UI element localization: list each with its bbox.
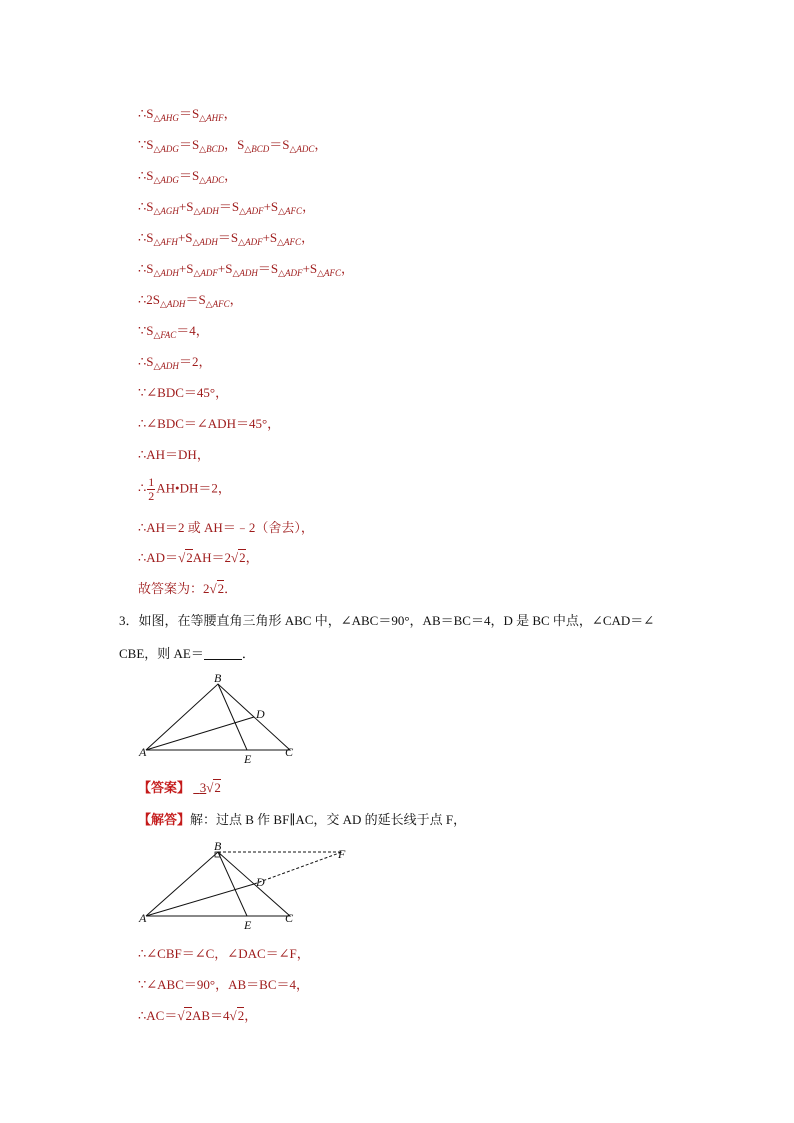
triangle-figure-2 <box>138 838 358 933</box>
fraction: $\frac{1}{2}$ <box>148 475 155 503</box>
label-e: E <box>244 752 252 766</box>
step-7: $\therefore 2S_{\triangle ADH}=S_{\triangle AFC}$， <box>138 292 243 309</box>
answer-line: 【答案】 3√2 <box>138 780 221 795</box>
step-19: ∴AC＝√2AB＝4√2， <box>138 1008 258 1023</box>
step-17: ∴∠CBF＝∠C，∠DAC＝∠F， <box>138 946 310 961</box>
answer-blank <box>204 647 242 660</box>
question-line-1: 3．如图，在等腰直角三角形 ABC 中，∠ABC＝90°，AB＝BC＝4，D 是 BC 中点，∠CAD＝∠ <box>119 613 655 628</box>
step-11: ∴∠BDC＝∠ADH＝45°， <box>138 416 281 431</box>
step-10: ∵∠BDC＝45°， <box>138 385 229 400</box>
step-15: ∴AD＝√2AH＝2√2， <box>138 550 259 565</box>
label-e: E <box>244 918 252 932</box>
label-b: B <box>214 839 222 853</box>
label-c: C <box>285 911 294 925</box>
final-answer-line: 故答案为：2√2． <box>138 581 238 596</box>
step-2: $\because S_{\triangle ADG}=S_{\triangle BCD}$，$S_{\triangle BCD}=S_{\triangle ADC}$， <box>138 137 328 154</box>
question-line-2: CBE，则 AE＝ ． <box>119 646 255 661</box>
step-4: $\therefore S_{\triangle AGH}+S_{\triangle ADH}=S_{\triangle ADF}+S_{\triangle AFC}$， <box>138 199 316 216</box>
step-1: $\therefore S_{\triangle AHG}=S_{\triangle AHF}$， <box>138 106 237 123</box>
step-6: $\therefore S_{\triangle ADH}+S_{\triangle ADF}+S_{\triangle ADH}=S_{\triangle ADF}+S_{\triangle AFC}$， <box>138 261 355 278</box>
step-5: $\therefore S_{\triangle AFH}+S_{\triangle ADH}=S_{\triangle ADF}+S_{\triangle AFC}$， <box>138 230 315 247</box>
label-d: D <box>256 875 265 889</box>
solution-intro: 【解答】解：过点 B 作 BF∥AC，交 AD 的延长线于点 F， <box>138 812 467 827</box>
step-13: ∴ $\frac{1}{2}$ AH•DH＝2， <box>138 475 231 503</box>
label-b: B <box>214 671 222 685</box>
label-a: A <box>139 745 147 759</box>
step-18: ∵∠ABC＝90°，AB＝BC＝4， <box>138 977 309 992</box>
step-3: $\therefore S_{\triangle ADG}=S_{\triangle ADC}$， <box>138 168 238 185</box>
label-f: F <box>338 847 346 861</box>
label-c: C <box>285 745 294 759</box>
step-9: $\therefore S_{\triangle ADH}=2$， <box>138 354 212 371</box>
step-12: ∴AH＝DH， <box>138 447 210 462</box>
triangle-figure-1 <box>138 670 308 770</box>
label-a: A <box>139 911 147 925</box>
step-14: ∴AH＝2 或 AH＝﹣2（舍去）， <box>138 520 314 535</box>
step-8: $\because S_{\triangle FAC}=4$， <box>138 323 209 340</box>
label-d: D <box>256 707 265 721</box>
